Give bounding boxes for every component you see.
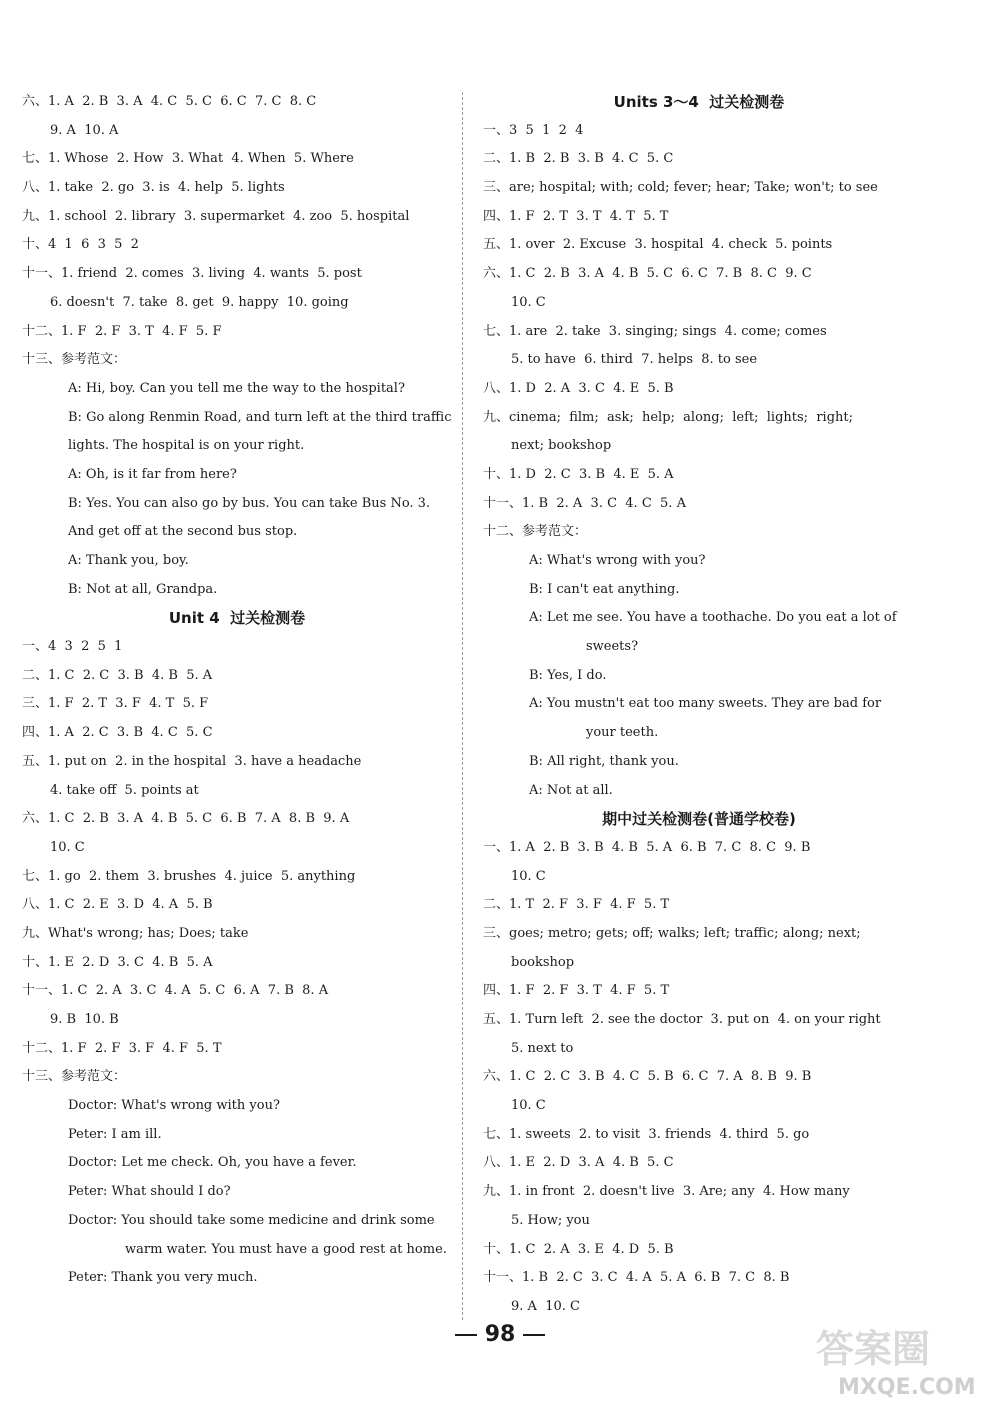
answer-line: 二、1. T 2. F 3. F 4. F 5. T (483, 897, 670, 913)
answer-line: 六、1. C 2. B 3. A 4. B 5. C 6. B 7. A 8. B 9. A (22, 811, 350, 827)
answer-line: 四、1. F 2. F 3. T 4. F 5. T (483, 983, 670, 999)
answer-line: 一、3 5 1 2 4 (483, 122, 584, 138)
answer-line: Peter: What should I do? (68, 1184, 231, 1200)
answer-line: next; bookshop (511, 438, 612, 454)
answer-line: 八、1. C 2. E 3. D 4. A 5. B (22, 897, 213, 913)
answer-line: Doctor: You should take some medicine and drink some (68, 1212, 435, 1228)
answer-line: bookshop (511, 954, 575, 970)
answer-line: B: Not at all, Grandpa. (68, 581, 218, 597)
answer-line: 七、1. Whose 2. How 3. What 4. When 5. Where (22, 151, 354, 167)
answer-line: 一、4 3 2 5 1 (22, 639, 123, 655)
answer-line: B: I can't eat anything. (529, 581, 680, 597)
answer-line: 九、1. school 2. library 3. supermarket 4. zoo 5. hospital (22, 208, 410, 224)
watermark-text: 答案圈 (816, 1327, 931, 1371)
answer-line: A: Not at all. (529, 782, 613, 798)
answer-line: 十三、参考范文： (22, 1069, 127, 1085)
answer-line: A: You mustn't eat too many sweets. They are bad for (529, 696, 882, 712)
answer-line: 10. C (50, 839, 85, 855)
answer-line: A: Thank you, boy. (68, 553, 189, 568)
answer-line: 5. to have 6. third 7. helps 8. to see (511, 352, 758, 368)
answer-line: 5. How; you (511, 1212, 590, 1228)
answer-line: 10. C (511, 1098, 546, 1114)
answer-line: 十一、1. B 2. C 3. C 4. A 5. A 6. B 7. C 8. B (483, 1270, 790, 1286)
answer-line: 九、What's wrong; has; Does; take (22, 925, 249, 941)
answer-line: 二、1. B 2. B 3. B 4. C 5. C (483, 151, 674, 167)
answer-line: 6. doesn't 7. take 8. get 9. happy 10. going (50, 294, 349, 310)
answer-line: 十、1. D 2. C 3. B 4. E 5. A (483, 466, 674, 482)
answer-line: Doctor: Let me check. Oh, you have a fever. (68, 1155, 357, 1171)
section-heading: Units 3～4 过关检测卷 (613, 93, 785, 111)
answer-line: 七、1. go 2. them 3. brushes 4. juice 5. anything (22, 868, 356, 884)
answer-line: 4. take off 5. points at (50, 782, 199, 798)
answer-line: warm water. You must have a good rest at home. (125, 1241, 447, 1257)
answer-line: A: Hi, boy. Can you tell me the way to the hospital? (68, 380, 405, 396)
answer-line: B: Yes. You can also go by bus. You can take Bus No. 3. (68, 495, 431, 511)
answer-line: 四、1. F 2. T 3. T 4. T 5. T (483, 208, 669, 224)
answer-line: A: What's wrong with you? (529, 553, 706, 568)
answer-line: 六、1. A 2. B 3. A 4. C 5. C 6. C 7. C 8. C (22, 94, 317, 109)
answer-line: 二、1. C 2. C 3. B 4. B 5. A (22, 667, 213, 683)
answer-line: 十、1. C 2. A 3. E 4. D 5. B (483, 1241, 674, 1257)
answer-line: lights. The hospital is on your right. (68, 438, 305, 454)
column-divider (462, 92, 463, 1320)
answer-line: 七、1. are 2. take 3. singing; sings 4. come; comes (483, 323, 827, 339)
watermark-logo (808, 1318, 988, 1400)
answer-line: 十二、参考范文： (483, 524, 588, 540)
left-column (22, 88, 452, 1293)
answer-line: 五、1. over 2. Excuse 3. hospital 4. check 5. points (483, 237, 833, 253)
answer-line: 十一、1. C 2. A 3. C 4. A 5. C 6. A 7. B 8. A (22, 983, 329, 999)
answer-line: 八、1. E 2. D 3. A 4. B 5. C (483, 1155, 674, 1171)
answer-line: your teeth. (586, 725, 659, 741)
answer-line: Doctor: What's wrong with you? (68, 1098, 280, 1114)
answer-line: 四、1. A 2. C 3. B 4. C 5. C (22, 725, 213, 741)
answer-line: A: Oh, is it far from here? (68, 466, 237, 482)
answer-line: And get off at the second bus stop. (68, 524, 298, 540)
answer-line: B: Yes, I do. (529, 667, 607, 683)
answer-line: 9. A 10. A (50, 122, 119, 138)
answer-line: 八、1. take 2. go 3. is 4. help 5. lights (22, 180, 285, 196)
answer-line: 十、1. E 2. D 3. C 4. B 5. A (22, 954, 213, 970)
answer-line: 三、goes; metro; gets; off; walks; left; traffic; along; next; (483, 925, 861, 941)
answer-line: 9. A 10. C (511, 1298, 580, 1314)
answer-line: sweets? (586, 639, 639, 655)
answer-line: 十一、1. B 2. A 3. C 4. C 5. A (483, 495, 686, 511)
answer-line: 10. C (511, 294, 546, 310)
answer-line: 六、1. C 2. B 3. A 4. B 5. C 6. C 7. B 8. C 9. C (483, 266, 812, 282)
answer-line: 十一、1. friend 2. comes 3. living 4. wants 5. post (22, 266, 362, 282)
answer-line: 十二、1. F 2. F 3. F 4. F 5. T (22, 1040, 222, 1056)
answer-line: 九、cinema; film; ask; help; along; left; lights; right; (483, 409, 853, 425)
answer-line: 三、1. F 2. T 3. F 4. T 5. F (22, 696, 209, 712)
answer-line: 三、are; hospital; with; cold; fever; hear; Take; won't; to see (483, 180, 878, 196)
answer-line: 10. C (511, 868, 546, 884)
answer-line: 五、1. Turn left 2. see the doctor 3. put on 4. on your right (483, 1012, 881, 1027)
answer-line: 一、1. A 2. B 3. B 4. B 5. A 6. B 7. C 8. C 9. B (483, 839, 811, 855)
answer-line: 九、1. in front 2. doesn't live 3. Are; any 4. How many (483, 1184, 850, 1200)
answer-line: A: Let me see. You have a toothache. Do you eat a lot of (529, 610, 897, 626)
answer-line: Peter: I am ill. (68, 1126, 162, 1142)
answer-line: B: All right, thank you. (529, 753, 679, 769)
watermark-url: MXQE.COM (838, 1375, 976, 1400)
section-heading: Unit 4 过关检测卷 (168, 609, 306, 628)
right-column (483, 88, 915, 1322)
answer-line: 十二、1. F 2. F 3. T 4. F 5. F (22, 323, 222, 339)
answer-line: 9. B 10. B (50, 1012, 119, 1027)
answer-line: 八、1. D 2. A 3. C 4. E 5. B (483, 380, 674, 396)
page-number: 98 (0, 1322, 1000, 1347)
answer-line: 5. next to (511, 1040, 574, 1056)
section-heading: 期中过关检测卷(普通学校卷) (602, 810, 796, 829)
answer-line: 十三、参考范文： (22, 352, 127, 368)
answer-line: 六、1. C 2. C 3. B 4. C 5. B 6. C 7. A 8. B 9. B (483, 1069, 812, 1085)
answer-line: 七、1. sweets 2. to visit 3. friends 4. third 5. go (483, 1126, 810, 1142)
answer-line: Peter: Thank you very much. (68, 1270, 258, 1286)
answer-line: 五、1. put on 2. in the hospital 3. have a headache (22, 753, 362, 769)
answer-line: B: Go along Renmin Road, and turn left at the third traffic (68, 409, 452, 425)
answer-line: 十、4 1 6 3 5 2 (22, 237, 139, 253)
